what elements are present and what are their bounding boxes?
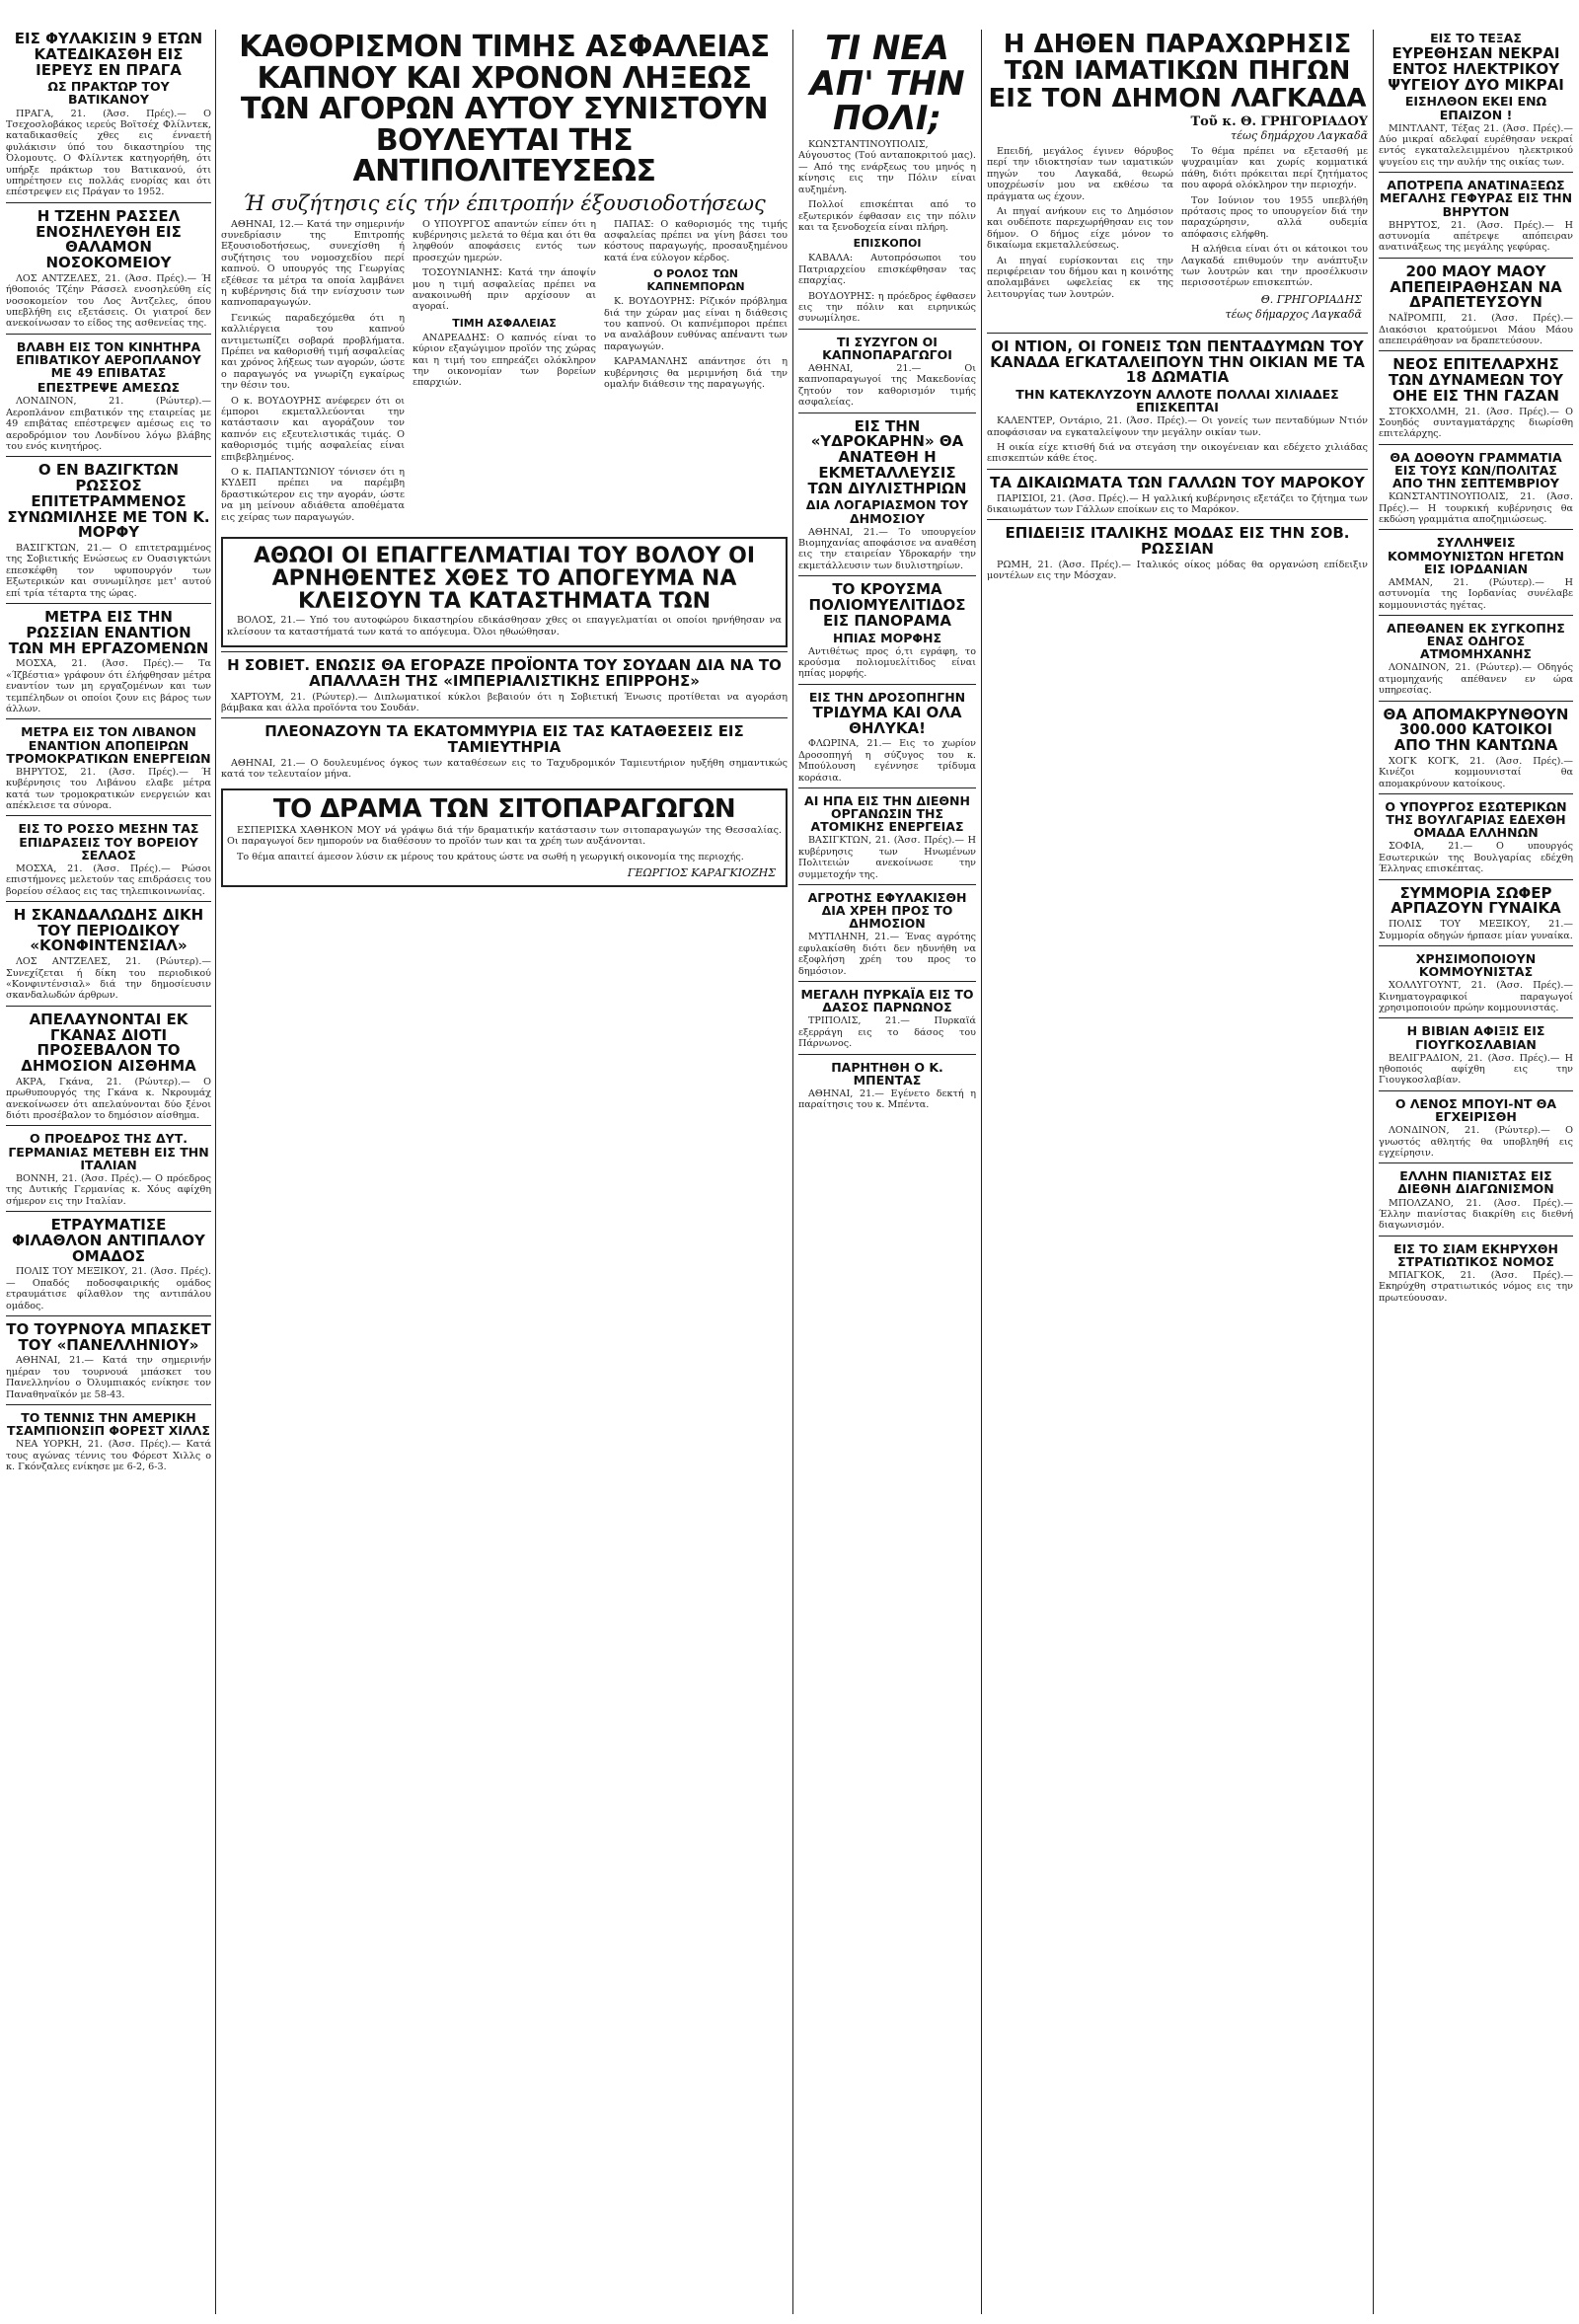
article-text: ΚΑΒΑΛΑ: Αυτοπρόσωποι του Πατριαρχείου επισκέφθησαν τας επαρχίας. bbox=[798, 253, 976, 287]
article-text: ΠΑΡΙΣΙΟΙ, 21. (Άσσ. Πρές).— Η γαλλική κυβέρνησις εξετάζει το ζήτημα των δικαιωμάτων των Γάλλων εποίκων εις το Μαρόκον. bbox=[987, 492, 1368, 516]
article-text: ΑΝΔΡΕΑΔΗΣ: Ο καπνός είναι το κύριον εξαγώγιμον προϊόν της χώρας και η τιμή του επηρεάζει ολόκληρον την οικονομίαν των βορείων επαρχιών. bbox=[413, 332, 596, 389]
headline: ΟΙ ΝΤΙΟΝ, ΟΙ ΓΟΝΕΙΣ ΤΩΝ ΠΕΝΤΑΔΥΜΩΝ ΤΟΥ ΚΑΝΑΔΑ ΕΓΚΑΤΑΛΕΙΠΟΥΝ ΤΗΝ ΟΙΚΙΑΝ ΜΕ ΤΑ 18 ΔΩΜΑΤΙΑ bbox=[990, 337, 1365, 387]
article-text: ΑΘΗΝΑΙ, 21.— Οι καπνοπαραγωγοί της Μακεδονίας ζητούν τον καθορισμόν τιμής ασφαλείας. bbox=[798, 363, 976, 409]
headline: Η ΣΚΑΝΔΑΛΩΔΗΣ ΔΙΚΗ ΤΟΥ ΠΕΡΙΟΔΙΚΟΥ «ΚΟΝΦΙΝΤΕΝΣΙΑΛ» bbox=[13, 905, 204, 955]
article-text: ΛΟΣ ΑΝΤΖΕΛΕΣ, 21. (Ρώυτερ).— Συνεχίζεται ή δίκη του περιοδικού «Κονφιντένσιαλ» διά την δημοσίευσιν σκανδαλωδών άρθρων. bbox=[6, 956, 211, 1002]
subheadline: ΤΗΝ ΚΑΤΕΚΛΥΖΟΥΝ ΑΛΛΟΤΕ ΠΟΛΛΑΙ ΧΙΛΙΑΔΕΣ ΕΠΙΣΚΕΠΤΑΙ bbox=[1015, 387, 1339, 415]
headline: ΕΙΣ ΤΗΝ ΔΡΟΣΟΠΗΓΗΝ bbox=[808, 689, 966, 705]
article-text: ΧΟΛΛΥΓΟΥΝΤ, 21. (Άσσ. Πρές).— Κινηματογραφικοί παραγωγοί χρησιμοποιούν πρώην κομμουνιστάς. bbox=[1379, 980, 1573, 1013]
article-text: ΑΘΗΝΑΙ, 21.— Ο δουλευμένος όγκος των καταθέσεων εις το Ταχυδρομικόν Ταμιευτήριον ηυξήθη σημαντικώς κατά τον τελευταίον μήνα. bbox=[221, 757, 788, 781]
article-text: ΡΩΜΗ, 21. (Άσσ. Πρές).— Ιταλικός οίκος μόδας θα οργανώση επίδειξιν μοντέλων εις την Μόσχαν. bbox=[987, 559, 1368, 582]
headline: ΣΥΜΜΟΡΙΑ ΣΩΦΕΡ ΑΡΠΑΖΟΥΝ ΓΥΝΑΙΚΑ bbox=[1391, 883, 1561, 918]
section-label: Ο ΡΟΛΟΣ ΤΩΝ ΚΑΠΝΕΜΠΟΡΩΝ bbox=[646, 267, 745, 294]
headline: ΜΕΤΡΑ ΕΙΣ ΤΟΝ ΛΙΒΑΝΟΝ ΕΝΑΝΤΙΟΝ ΑΠΟΠΕΙΡΩΝ ΤΡΟΜΟΚΡΑΤΙΚΩΝ ΕΝΕΡΓΕΙΩΝ bbox=[6, 724, 211, 766]
article-text: ΒΑΣΙΓΚΤΩΝ, 21.— Ο επιτετραμμένος της Σοβιετικής Ενώσεως εν Ουασιγκτώνι επεσκέφθη τον υφυπουργόν των Εξωτερικών και συνωμίλησε μετ' αυτού επί τρία τέταρτα της ώρας. bbox=[6, 543, 211, 599]
subheadline: ΕΙΣΗΛΘΟΝ ΕΚΕΙ ΕΝΩ ΕΠΑΙΖΟΝ ! bbox=[1404, 94, 1547, 122]
article-text: Ο ΥΠΟΥΡΓΟΣ απαντών είπεν ότι η κυβέρνησις μελετά το θέμα και ότι θα ληφθούν αποφάσεις εντός των προσεχών ημερών. bbox=[413, 218, 596, 263]
article-text: ΚΩΝΣΤΑΝΤΙΝΟΥΠΟΛΙΣ, 21. (Άσσ. Πρές).— Η τουρκική κυβέρνησις θα εκδώση γραμμάτια αποζημιώσεως. bbox=[1379, 491, 1573, 525]
column-divider bbox=[792, 30, 793, 2314]
headline: ΘΑ ΔΟΘΟΥΝ ΓΡΑΜΜΑΤΙΑ ΕΙΣ ΤΟΥΣ ΚΩΝ/ΠΟΛΙΤΑΣ ΑΠΟ ΤΗΝ ΣΕΠΤΕΜΒΡΙΟΥ bbox=[1390, 449, 1562, 491]
headline: ΑΠΕΘΑΝΕΝ ΕΚ ΣΥΓΚΟΠΗΣ ΕΝΑΣ ΟΔΗΓΟΣ ΑΤΜΟΜΗΧΑΝΗΣ bbox=[1387, 620, 1565, 662]
article-text: ΜΟΣΧΑ, 21. (Άσσ. Πρές).— Τα «Ίζβέστια» γράφουν ότι έλήφθησαν μέτρα εναντίον των μη εργαζομένων και των τεμπέληδων οι οποίοι ζουν εις βάρος των άλλων. bbox=[6, 658, 211, 714]
headline: ΕΙΣ ΦΥΛΑΚΙΣΙΝ 9 ΕΤΩΝ ΚΑΤΕΔΙΚΑΣΘΗ ΕΙΣ ΙΕΡΕΥΣ ΕΝ ΠΡΑΓΑ bbox=[14, 30, 203, 79]
article-text: ΠΟΛΙΣ ΤΟΥ ΜΕΞΙΚΟΥ, 21.— Συμμορία οδηγών ήρπασε μίαν γυναίκα. bbox=[1379, 919, 1573, 941]
column-divider bbox=[1373, 30, 1374, 2314]
headline: Η ΣΟΒΙΕΤ. ΕΝΩΣΙΣ ΘΑ ΕΓΟΡΑΖΕ ΠΡΟΪΟΝΤΑ ΤΟΥ ΣΟΥΔΑΝ ΔΙΑ ΝΑ ΤΟ ΑΠΑΛΛΑΞΗ ΤΗΣ «ΙΜΠΕΡΙΑΛΙΣΤΙΚΗΣ ΕΠΙΡΡΟΗΣ» bbox=[227, 656, 782, 690]
article-text: ΒΗΡΥΤΟΣ, 21. (Άσσ. Πρές).— Η αστυνομία απέτρεψε απόπειραν ανατινάξεως της μεγάλης γεφύρας. bbox=[1379, 219, 1573, 254]
article-text: ΜΠΟΛΖΑΝΟ, 21. (Άσσ. Πρές).— Έλλην πιανίστας διακρίθη εις διεθνή διαγωνισμόν. bbox=[1379, 1197, 1573, 1232]
article-text: ΦΛΩΡΙΝΑ, 21.— Εις το χωρίον Δροσοπηγή η σύζυγος του κ. Μπούλουση εγέννησε τρίδυμα κοράσια. bbox=[798, 738, 976, 784]
headline: ΕΛΛΗΝ ΠΙΑΝΙΣΤΑΣ ΕΙΣ ΔΙΕΘΝΗ ΔΙΑΓΩΝΙΣΜΟΝ bbox=[1397, 1168, 1554, 1197]
article-text: Τον Ιούνιον του 1955 υπεβλήθη πρότασις προς το υπουργείον διά την παραχώρησιν, αλλά ουδεμία απόφασις ελήφθη. bbox=[1181, 194, 1368, 240]
lead-subheadline: Ή συζήτησις είς τήν έπιτροπήν έξουσιοδοτήσεως bbox=[243, 190, 766, 215]
headline: Ο ΛΕΝΟΣ ΜΠΟΥΙ-ΝΤ ΘΑ ΕΓΧΕΙΡΙΣΘΗ bbox=[1394, 1095, 1557, 1124]
article-text: Κ. ΒΟΥΔΟΥΡΗΣ: Ρίζικόν πρόβλημα διά την χώραν μας είναι η διάθεσις του καπνού. Οι καπνέμποροι πρέπει να αναλάβουν ευθύνας απέναντι των παραγωγών. bbox=[604, 296, 788, 352]
headline: Η ΒΙΒΙΑΝ ΑΦΙΞΙΣ ΕΙΣ ΓΙΟΥΓΚΟΣΛΑΒΙΑΝ bbox=[1406, 1023, 1545, 1052]
article-text: Η αλήθεια είναι ότι οι κάτοικοι του Λαγκαδά επιθυμούν την ανάπτυξιν των λουτρών και την προσέλκυσιν περισσοτέρων επισκεπτών. bbox=[1181, 244, 1368, 289]
article-text: Αι πηγαί ανήκουν εις το Δημόσιον και ουδέποτε παρεχωρήθησαν εις τον δήμον. Ο δήμος είχε μόνον το δικαίωμα εκμεταλλεύσεως. bbox=[987, 205, 1173, 252]
subheadline: ΩΣ ΠΡΑΚΤΩΡ ΤΟΥ ΒΑΤΙΚΑΝΟΥ bbox=[47, 79, 170, 108]
headline: ΧΡΗΣΙΜΟΠΟΙΟΥΝ ΚΟΜΜΟΥΝΙΣΤΑΣ bbox=[1415, 950, 1537, 980]
article-text: ΕΣΠΕΡΙΣΚΑ ΧΑΘΗΚΟΝ ΜΟΥ νά γράψω διά τήν δραματικήν κατάστασιν των σιτοπαραγωγών της Θεσσαλίας. Οι παραγωγοί δεν ημπορούν να διαθέσουν το προϊόν των και τα χρέη των αυξάνονται. bbox=[227, 825, 782, 848]
article-text: ΑΜΜΑΝ, 21. (Ρώυτερ).— Η αστυνομία της Ιορδανίας συνέλαβε κομμουνιστάς ηγέτας. bbox=[1379, 576, 1573, 611]
article-text: Πολλοί επισκέπται από το εξωτερικόν έφθασαν εις την πόλιν και τα ξενοδοχεία είναι πλήρη. bbox=[798, 199, 976, 233]
headline: ΣΥΛΛΗΨΕΙΣ ΚΟΜΜΟΥΝΙΣΤΩΝ ΗΓΕΤΩΝ ΕΙΣ ΙΟΡΔΑΝΙΑΝ bbox=[1387, 535, 1565, 576]
article-text: ΝΑΪΡΟΜΠΙ, 21. (Άσσ. Πρές).— Διακόσιοι κρατούμενοι Μάου Μάου απεπειράθησαν να δραπετεύσουν. bbox=[1379, 313, 1573, 346]
headline: Ο ΠΡΟΕΔΡΟΣ ΤΗΣ ΔΥΤ. ΓΕΡΜΑΝΙΑΣ ΜΕΤΕΒΗ ΕΙΣ ΤΗΝ ΙΤΑΛΙΑΝ bbox=[8, 1131, 209, 1172]
headline: Η ΔΗΘΕΝ ΠΑΡΑΧΩΡΗΣΙΣ ΤΩΝ ΙΑΜΑΤΙΚΩΝ ΠΗΓΩΝ ΕΙΣ ΤΟΝ ΔΗΜΟΝ ΛΑΓΚΑΔΑ bbox=[988, 30, 1367, 113]
article-text: Αντιθέτως προς ό,τι εγράφη, το κρούσμα πολιομυελίτιδος είναι ηπίας μορφής. bbox=[798, 645, 976, 680]
column-feature bbox=[987, 30, 1368, 2314]
article-text: ΛΟΝΔΙΝΟΝ, 21. (Ρώυτερ).— Αεροπλάνον επιβατικόν της εταιρείας με 49 επιβάτας επέστρεψεν αμέσως εις το αεροδρόμιον του Λονδίνου λόγω βλάβης του ενός κινητήρος. bbox=[6, 396, 211, 452]
headline: ΒΛΑΒΗ ΕΙΣ ΤΟΝ ΚΙΝΗΤΗΡΑ ΕΠΙΒΑΤΙΚΟΥ ΑΕΡΟΠΛΑΝΟΥ ΜΕ 49 ΕΠΙΒΑΤΑΣ bbox=[16, 338, 201, 381]
article-text: ΒΑΣΙΓΚΤΩΝ, 21. (Άσσ. Πρές).— Η κυβέρνησις των Ηνωμένων Πολιτειών ανεκοίνωσε την συμμετοχήν της. bbox=[798, 835, 976, 880]
headline: ΕΙΣ ΤΟ ΣΙΑΜ ΕΚΗΡΥΧΘΗ ΣΤΡΑΤΙΩΤΙΚΟΣ ΝΟΜΟΣ bbox=[1393, 1240, 1558, 1269]
headline: ΑΘΩΟΙ ΟΙ ΕΠΑΓΓΕΛΜΑΤΙΑΙ ΤΟΥ ΒΟΛΟΥ ΟΙ ΑΡΝΗΘΕΝΤΕΣ ΧΘΕΣ ΤΟ ΑΠΟΓΕΥΜΑ ΝΑ ΚΛΕΙΣΟΥΝ ΤΑ ΚΑΤΑΣΤΗΜΑΤΑ ΤΩΝ bbox=[253, 544, 756, 615]
article-text: ΤΡΙΠΟΛΙΣ, 21.— Πυρκαϊά εξερράγη εις το δάσος του Πάρνωνος. bbox=[798, 1015, 976, 1050]
headline: Ο ΥΠΟΥΡΓΟΣ ΕΣΩΤΕΡΙΚΩΝ ΤΗΣ ΒΟΥΛΓΑΡΙΑΣ ΕΔΕΧΘΗ ΟΜΑΔΑ ΕΛΛΗΝΩΝ bbox=[1385, 799, 1567, 841]
headline: ΜΕΓΑΛΗ ΠΥΡΚΑΪΑ ΕΙΣ ΤΟ ΔΑΣΟΣ ΠΑΡΝΩΝΟΣ bbox=[800, 987, 974, 1015]
subheadline: ΔΙΑ ΛΟΓΑΡΙΑΣΜΟΝ ΤΟΥ ΔΗΜΟΣΙΟΥ bbox=[805, 497, 969, 526]
article-text: ΤΟΣΟΥΝΙΑΝΗΣ: Κατά την άποψίν μου η τιμή ασφαλείας πρέπει να ανακοινωθή πριν αρχίσουν αι αγοραί. bbox=[413, 267, 596, 313]
kicker: ΕΙΣ ΤΟ ΤΕΞΑΣ bbox=[1430, 31, 1522, 45]
headline: ΠΑΡΗΤΗΘΗ Ο Κ. ΜΠΕΝΤΑΣ bbox=[831, 1059, 943, 1087]
headline: ΤΟ ΚΡΟΥΣΜΑ ΠΟΛΙΟΜΥΕΛΙΤΙΔΟΣ ΕΙΣ ΠΑΝΟΡΑΜΑ bbox=[808, 580, 966, 630]
headline: ΑΠΕΛΑΥΝΟΝΤΑΙ ΕΚ ΓΚΑΝΑΣ ΔΙΟΤΙ ΠΡΟΣΕΒΑΛΟΝ ΤΟ ΔΗΜΟΣΙΟΝ ΑΙΣΘΗΜΑ bbox=[21, 1010, 196, 1076]
headline: ΠΛΕΟΝΑΖΟΥΝ ΤΑ ΕΚΑΤΟΜΜΥΡΙΑ ΕΙΣ ΤΑΣ ΚΑΤΑΘΕΣΕΙΣ ΕΙΣ ΤΑΜΙΕΥΤΗΡΙΑ bbox=[264, 722, 744, 757]
article-text: ΑΚΡΑ, Γκάνα, 21. (Ρώυτερ).— Ο πρωθυπουργός της Γκάνα κ. Νκρουμάχ ανεκοίνωσεν ότι απελαύνονται δύο ξένοι διότι προσέβαλον το δημόσιον αίσθημα. bbox=[6, 1076, 211, 1122]
article-text: Το θέμα πρέπει να εξετασθή με ψυχραιμίαν και χωρίς κομματικά πάθη, διότι πρόκειται περί ζητήματος που αφορά ολόκληρον την περιοχήν. bbox=[1181, 145, 1368, 191]
headline: ΤΡΙΔΥΜΑ ΚΑΙ ΟΛΑ ΘΗΛΥΚΑ! bbox=[812, 703, 962, 737]
headline: ΤΟ ΤΕΝΝΙΣ ΤΗΝ ΑΜΕΡΙΚΗ ΤΣΑΜΠΙΟΝΣΙΠ ΦΟΡΕΣΤ ΧΙΛΛΣ bbox=[7, 1410, 210, 1439]
article-text: ΜΠΑΓΚΟΚ, 21. (Άσσ. Πρές).— Εκηρύχθη στρατιωτικός νόμος εις την πρωτεύουσαν. bbox=[1379, 1270, 1573, 1304]
article-text: ΠΑΠΑΣ: Ο καθορισμός της τιμής ασφαλείας πρέπει να γίνη βάσει του κόστους παραγωγής, προσαυξημένου κατά ένα εύλογον κέρδος. bbox=[604, 218, 788, 263]
headline: ΤΙ ΝΕΑ ΑΠ' ΤΗΝ ΠΟΛΙ; bbox=[809, 30, 965, 139]
article-text: ΠΟΛΙΣ ΤΟΥ ΜΕΞΙΚΟΥ, 21. (Άσσ. Πρές).— Οπαδός ποδοσφαιρικής ομάδος ετραυμάτισε φίλαθλον της αντιπάλου ομάδος. bbox=[6, 1266, 211, 1312]
headline: ΕΠΙΔΕΙΞΙΣ ΙΤΑΛΙΚΗΣ ΜΟΔΑΣ ΕΙΣ ΤΗΝ ΣΟΒ. ΡΩΣΣΙΑΝ bbox=[1005, 524, 1350, 559]
article-text: Ο κ. ΠΑΠΑΝΤΩΝΙΟΥ τόνισεν ότι η ΚΥΔΕΠ πρέπει να παρέμβη δραστικώτερον εις την αγοράν, ώστε να μη μείνουν αδιάθετα αποθέματα εις χείρας των παραγωγών. bbox=[221, 467, 405, 523]
column-divider bbox=[215, 30, 216, 2314]
headline: ΝΕΟΣ ΕΠΙΤΕΛΑΡΧΗΣ ΤΩΝ ΔΥΝΑΜΕΩΝ ΤΟΥ ΟΗΕ ΕΙΣ ΤΗΝ ΓΑΖΑΝ bbox=[1389, 355, 1563, 405]
article-text: ΛΟΝΔΙΝΟΝ, 21. (Ρώυτερ).— Οδηγός ατμομηχανής απέθανεν εν ώρα υπηρεσίας. bbox=[1379, 662, 1573, 697]
article-text: ΒΗΡΥΤΟΣ, 21. (Άσσ. Πρές).— Ή κυβέρνησις του Λιβάνου ελαβε μέτρα κατά των τρομοκρατικών ενεργειών και απέκλεισε τα σύνορα. bbox=[6, 766, 211, 811]
article-text: Η οικία είχε κτισθή διά να στεγάση την οικογένειαν και εδέχετο χιλιάδας επισκεπτών κάθε έτος. bbox=[987, 442, 1368, 465]
headline: ΑΙ ΗΠΑ ΕΙΣ ΤΗΝ ΔΙΕΘΝΗ ΟΡΓΑΝΩΣΙΝ ΤΗΣ ΑΤΟΜΙΚΗΣ ΕΝΕΡΓΕΙΑΣ bbox=[804, 793, 970, 835]
byline: Τοῦ κ. Θ. ΓΡΗΓΟΡΙΑΔΟΥ bbox=[1190, 113, 1368, 129]
article-text: ΜΟΣΧΑ, 21. (Άσσ. Πρές).— Ρώσοι επιστήμονες μελετούν τας επιδράσεις του βορείου σέλαος εις τας τηλεπικοινωνίας. bbox=[6, 862, 211, 897]
column-city-news bbox=[798, 30, 976, 2314]
article-text: ΜΙΝΤΛΑΝΤ, Τέξας 21. (Άσσ. Πρές).— Δύο μικραί αδελφαί ευρέθησαν νεκραί εντός εγκαταλελειμμένου ηλεκτρικού ψυγείου εις την αυλήν της οικίας των. bbox=[1379, 122, 1573, 168]
article-text: ΚΑΛΕΝΤΕΡ, Οντάριο, 21. (Άσσ. Πρές).— Οι γονείς των πενταδύμων Ντιόν αποφάσισαν να εγκαταλείψουν την μεγάλην οικίαν των. bbox=[987, 415, 1368, 438]
article-text: ΣΟΦΙΑ, 21.— Ο υπουργός Εσωτερικών της Βουλγαρίας εδέχθη Έλληνας επισκέπτας. bbox=[1379, 841, 1573, 875]
headline: ΕΙΣ ΤΟ ΡΟΣΣΟ ΜΕΣΗΝ ΤΑΣ ΕΠΙΔΡΑΣΕΙΣ ΤΟΥ ΒΟΡΕΙΟΥ ΣΕΛΑΟΣ bbox=[18, 821, 199, 862]
headline: ΕΥΡΕΘΗΣΑΝ ΝΕΚΡΑΙ ΕΝΤΟΣ ΗΛΕΚΤΡΙΚΟΥ ΨΥΓΕΙΟΥ ΔΥΟ ΜΙΚΡΑΙ bbox=[1388, 44, 1564, 94]
lead-headline: ΚΑΘΟΡΙΣΜΟΝ ΤΙΜΗΣ ΑΣΦΑΛΕΙΑΣ ΚΑΠΝΟΥ ΚΑΙ ΧΡΟΝΟΝ ΛΗΞΕΩΣ ΤΩΝ ΑΓΟΡΩΝ ΑΥΤΟΥ ΣΥΝΙΣΤΟΥΝ ΒΟΥΛΕΥΤΑΙ ΤΗΣ ΑΝΤΙΠΟΛΙΤΕΥΣΕΩΣ bbox=[239, 30, 770, 188]
article-text: ΛΟΝΔΙΝΟΝ, 21. (Ρώυτερ).— Ο γνωστός αθλητής θα υποβληθή εις εγχείρησιν. bbox=[1379, 1125, 1573, 1159]
column-divider bbox=[981, 30, 982, 2314]
article-text: ΧΑΡΤΟΥΜ, 21. (Ρώυτερ).— Διπλωματικοί κύκλοι βεβαιούν ότι η Σοβιετική Ένωσις προτίθεται να αγοράση βάμβακα και άλλα προϊόντα του Σουδάν. bbox=[221, 691, 788, 714]
article-text: ΑΘΗΝΑΙ, 21.— Κατά την σημερινήν ημέραν του τουρνουά μπάσκετ του Πανελληνίου ο Όλυμπιακός ενίκησε τον Παναθηναϊκόν με 58-43. bbox=[6, 1355, 211, 1400]
headline: ΤΙ ΣΥΖΥΓΟΝ ΟΙ ΚΑΠΝΟΠΑΡΑΓΩΓΟΙ bbox=[822, 334, 952, 362]
author-signature: Θ. ΓΡΗΓΟΡΙΑΔΗΣ bbox=[1260, 292, 1362, 306]
article-text: ΑΘΗΝΑΙ, 21.— Εγένετο δεκτή η παραίτησις του κ. Μπέντα. bbox=[798, 1087, 976, 1111]
article-text: Αι πηγαί ευρίσκονται εις την περιφέρειαν του δήμου και η κοινότης απολαμβάνει ωφελείας εκ της λειτουργίας των λουτρών. bbox=[987, 255, 1173, 300]
article-text: ΑΘΗΝΑΙ, 12.— Κατά την σημερινήν συνεδρίασιν της Επιτροπής Εξουσιοδοτήσεως, συνεχίσθη ή συζήτησις του νομοσχεδίου περί καπνού. Ο υπουργός της Γεωργίας εξέθεσε τα μέτρα τα οποία λαμβάνει η κυβέρνησις διά την ενίσχυσιν των καπνοπαραγωγών. bbox=[221, 218, 405, 309]
article-text: Ο κ. ΒΟΥΔΟΥΡΗΣ ανέφερεν ότι οι έμποροι εκμεταλλεύονται την κατάστασιν και αγοράζουν τον καπνόν εις εξευτελιστικάς τιμάς. Ο καθορισμός τιμής ασφαλείας είναι επιβεβλημένος. bbox=[221, 395, 405, 463]
author-signature: ΓΕΩΡΓΙΟΣ ΚΑΡΑΓΚΙΟΖΗΣ bbox=[627, 866, 776, 880]
article-text: ΠΡΑΓΑ, 21. (Άσσ. Πρές).— Ο Τσεχοσλοβάκος ιερεύς Βοϊτσέχ Φλίλντεκ, καταδικασθείς χθες εις ένναετή φυλάκισιν ύπό του δικαστηρίου της Όλομουτς. Ο Φλίλντεκ κατηγορήθη, ότι υπήρξε πράκτωρ του Βατικανού, ότι υπηρέτησεν εις πολλάς ενορίας και ότι επέστρεψεν εις Πράγαν το 1952. bbox=[6, 108, 211, 198]
column-briefs-right bbox=[1379, 30, 1573, 2314]
headline: ΕΙΣ ΤΗΝ «ΥΔΡΟΚΑΡΗΝ» ΘΑ ΑΝΑΤΕΘΗ Η ΕΚΜΕΤΑΛΛΕΥΣΙΣ ΤΩΝ ΔΙΥΛΙΣΤΗΡΙΩΝ bbox=[807, 416, 967, 497]
headline: ΑΠΟΤΡΕΠΑ ΑΝΑΤΙΝΑΞΕΩΣ ΜΕΓΑΛΗΣ ΓΕΦΥΡΑΣ ΕΙΣ ΤΗΝ ΒΗΡΥΤΟΝ bbox=[1379, 178, 1573, 219]
article-text: ΚΩΝΣΤΑΝΤΙΝΟΥΠΟΛΙΣ, Αύγουστος (Τού ανταποκριτού μας).— Από της ενάρξεως του μηνός η κίνησις εις την Πόλιν είναι αυξημένη. bbox=[798, 139, 976, 195]
author-title: τέως δήμαρχος Λαγκαδᾶ bbox=[1225, 307, 1362, 321]
headline: ΤΟ ΔΡΑΜΑ ΤΩΝ ΣΙΤΟΠΑΡΑΓΩΓΩΝ bbox=[272, 793, 736, 824]
article-text: ΚΑΡΑΜΑΝΛΗΣ απάντησε ότι η κυβέρνησις θα μεριμνήση διά την ομαλήν διάθεσιν της παραγωγής. bbox=[604, 356, 788, 390]
headline: 200 ΜΑΟΥ ΜΑΟΥ ΑΠΕΠΕΙΡΑΘΗΣΑΝ ΝΑ ΔΡΑΠΕΤΕΥΣΟΥΝ bbox=[1390, 262, 1562, 312]
headline: ΘΑ ΑΠΟΜΑΚΡΥΝΘΟΥΝ 300.000 ΚΑΤΟΙΚΟΙ ΑΠΟ ΤΗΝ ΚΑΝΤΩΝΑ bbox=[1383, 705, 1569, 755]
article-text: ΝΕΑ ΥΟΡΚΗ, 21. (Άσσ. Πρές).— Κατά τους αγώνας τέννις του Φόρεστ Χιλλς ο κ. Γκόνζαλες ενίκησε με 6-2, 6-3. bbox=[6, 1439, 211, 1473]
headline: Ο ΕΝ ΒΑΖΙΓΚΤΩΝ ΡΩΣΣΟΣ ΕΠΙΤΕΤΡΑΜΜΕΝΟΣ ΣΥΝΩΜΙΛΗΣΕ ΜΕ ΤΟΝ Κ. ΜΟΡΦΥ bbox=[7, 461, 210, 542]
article-text: ΑΘΗΝΑΙ, 21.— Το υπουργείον Βιομηχανίας αποφάσισε να αναθέση εις την εταιρείαν Υδροκαρήν την εκμετάλλευσιν των διυλιστηρίων. bbox=[798, 526, 976, 571]
subheadline: ΗΠΙΑΣ ΜΟΡΦΗΣ bbox=[833, 630, 941, 645]
article-text: ΛΟΣ ΑΝΤΖΕΛΕΣ, 21. (Άσσ. Πρές).— Ή ήθοποιός Τζέην Ράσσελ ενοσηλεύθη είς νοσοκομείον του Λος Άντζελες, όπου υπεβλήθη εις εξετάσεις. Οι γιατροί δεν ανεκοίνωσαν το είδος της ασθενείας της. bbox=[6, 272, 211, 330]
section-label: ΤΙΜΗ ΑΣΦΑΛΕΙΑΣ bbox=[452, 316, 557, 330]
article-text: ΒΟΛΟΣ, 21.— Υπό του αυτοφώρου δικαστηρίου εδικάσθησαν χθες οι επαγγελματίαι οι οποίοι ηρνήθησαν να κλείσουν τα καταστήματά των κατά το απόγευμα. Όλοι ηθωώθησαν. bbox=[227, 615, 782, 637]
article-text: Επειδή, μεγάλος έγινεν θόρυβος περί την ιδιοκτησίαν των ιαματικών πηγών του Λαγκαδά, θεωρώ υποχρέωσίν μου να εκθέσω τα πράγματα ως έχουν. bbox=[987, 145, 1173, 202]
headline: ΤΟ ΤΟΥΡΝΟΥΑ ΜΠΑΣΚΕΤ ΤΟΥ «ΠΑΝΕΛΛΗΝΙΟΥ» bbox=[6, 1319, 211, 1354]
headline: ΤΑ ΔΙΚΑΙΩΜΑΤΑ ΤΩΝ ΓΑΛΛΩΝ ΤΟΥ ΜΑΡΟΚΟΥ bbox=[990, 473, 1365, 491]
headline: ΕΤΡΑΥΜΑΤΙΣΕ ΦΙΛΑΘΛΟΝ ΑΝΤΙΠΑΛΟΥ ΟΜΑΔΟΣ bbox=[12, 1216, 205, 1265]
headline: ΑΓΡΟΤΗΣ ΕΦΥΛΑΚΙΣΘΗ ΔΙΑ ΧΡΕΗ ΠΡΟΣ ΤΟ ΔΗΜΟΣΙΟΝ bbox=[807, 890, 967, 932]
lead-story bbox=[221, 30, 788, 2314]
article-text: ΒΕΛΙΓΡΑΔΙΟΝ, 21. (Άσσ. Πρές).— Η ηθοποιός αφίχθη εις την Γιουγκοσλαβίαν. bbox=[1379, 1052, 1573, 1087]
article-text: ΧΟΓΚ ΚΟΓΚ, 21. (Άσσ. Πρές).— Κινέζοι κομμουνισταί θα απομακρύνουν κατοίκους. bbox=[1379, 755, 1573, 789]
article-text: ΒΟΝΝΗ, 21. (Άσσ. Πρές).— Ο πρόεδρος της Δυτικής Γερμανίας κ. Χόυς αφίχθη σήμερον εις την Ιταλίαν. bbox=[6, 1172, 211, 1207]
article-text: Το θέμα απαιτεί άμεσον λύσιν εκ μέρους του κράτους ώστε να σωθή η γεωργική οικονομία της περιοχής. bbox=[237, 851, 744, 862]
article-text: ΜΥΤΙΛΗΝΗ, 21.— Ένας αγρότης εφυλακίσθη διότι δεν ηδυνήθη να εξοφλήση χρέη του προς το δημόσιον. bbox=[798, 932, 976, 977]
byline-title: τέως δημάρχου Λαγκαδᾶ bbox=[1231, 128, 1368, 142]
headline: ΜΕΤΡΑ ΕΙΣ ΤΗΝ ΡΩΣΣΙΑΝ ΕΝΑΝΤΙΟΝ ΤΩΝ ΜΗ ΕΡΓΑΖΟΜΕΝΩΝ bbox=[8, 608, 209, 657]
section-label: ΕΠΙΣΚΟΠΟΙ bbox=[853, 237, 922, 251]
article-text: Γενικώς παραδεχόμεθα ότι η καλλιέργεια του καπνού αντιμετωπίζει σοβαρά προβλήματα. Πρέπει να καθορισθή τιμή ασφαλείας και χρόνος λήξεως των αγορών, ώστε ο παραγωγός να γνωρίζη εγκαίρως την θέσιν του. bbox=[221, 312, 405, 392]
article-text: ΣΤΟΚΧΟΛΜΗ, 21. (Άσσ. Πρές).— Ο Σουηδός συνταγματάρχης διωρίσθη επιτελάρχης. bbox=[1379, 406, 1573, 440]
headline: Η ΤΖΕΗΝ ΡΑΣΣΕΛ ΕΝΟΣΗΛΕΥΘΗ ΕΙΣ ΘΑΛΑΜΟΝ ΝΟΣΟΚΟΜΕΙΟΥ bbox=[36, 206, 182, 271]
article-text: ΒΟΥΔΟΥΡΗΣ: η πρόεδρος έφθασεν εις την πόλιν και ειρηνικώς συνωμίλησε. bbox=[798, 290, 976, 325]
subheadline: ΕΠΕΣΤΡΕΨΕ ΑΜΕΣΩΣ bbox=[37, 380, 181, 396]
column-briefs-left bbox=[6, 30, 211, 2314]
